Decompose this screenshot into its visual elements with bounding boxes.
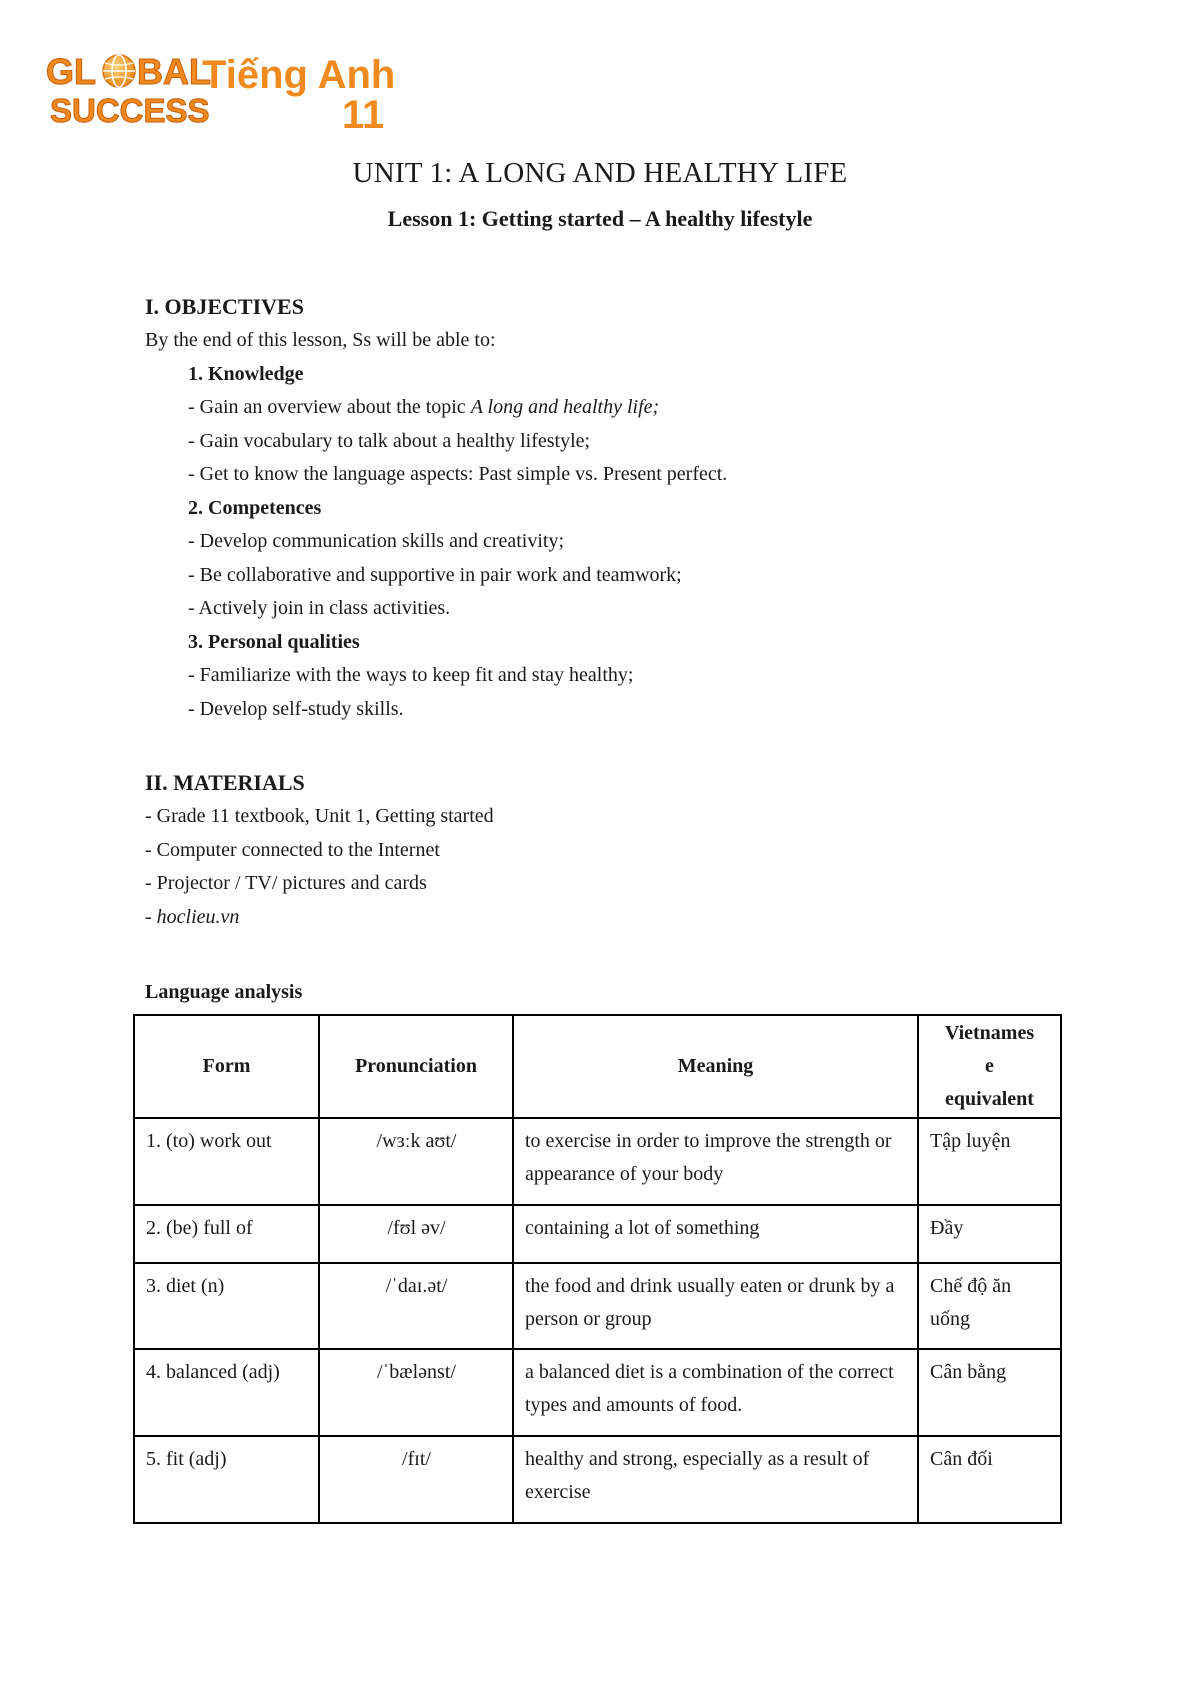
logo-gl-text: GL [46,51,96,92]
unit-title: UNIT 1: A LONG AND HEALTHY LIFE [352,157,848,189]
table-row [134,1205,1061,1263]
material-item: - Computer connected to the Internet [145,838,440,861]
vietnamese-cell: Đầy [918,1205,1061,1263]
lesson-title: Lesson 1: Getting started – A healthy lifestyle [387,206,813,231]
knowledge-item-text: - Gain an overview about the topic [188,396,471,418]
knowledge-item: - Gain vocabulary to talk about a healthy lifestyle; [188,429,591,452]
form-cell: 4. balanced (adj) [134,1349,319,1436]
pronunciation-header: Pronunciation [319,1015,513,1118]
hoclieu-link[interactable]: hoclieu.vn [156,905,240,928]
table-row [134,1118,1061,1205]
materials-section [145,766,1100,934]
language-analysis-title: Language analysis [145,981,303,1003]
form-cell: 5. fit (adj) [134,1436,319,1523]
knowledge-heading: 1. Knowledge [188,362,304,385]
vietnamese-header-line: e [985,1055,994,1077]
pronunciation-cell: /ˈbælənst/ [319,1349,513,1436]
vietnamese-header-line: Vietnames [944,1022,1035,1044]
material-item-prefix: - [145,905,157,928]
logo-graphic [44,44,424,134]
global-success-logo [44,44,424,134]
table-row [134,1263,1061,1349]
competence-item: - Develop communication skills and creativity; [188,530,565,552]
topic-name: A long and healthy life; [470,396,660,418]
materials-heading: II. MATERIALS [145,770,305,795]
meaning-cell: a balanced diet is a combination of the correct types and amounts of food. [513,1349,918,1436]
language-analysis-table [133,1014,1062,1524]
quality-item: - Familiarize with the ways to keep fit and stay healthy; [188,664,634,686]
meaning-cell: healthy and strong, especially as a result of exercise [513,1436,918,1523]
logo-bal-text: BAL [137,51,211,92]
vietnamese-cell: Tập luyện [918,1118,1061,1205]
qualities-heading: 3. Personal qualities [188,630,360,653]
vietnamese-header [918,1015,1061,1118]
material-item [145,901,1100,935]
meaning-cell: the food and drink usually eaten or drunk by a person or group [513,1263,918,1349]
objectives-heading: I. OBJECTIVES [145,294,304,319]
table-row [134,1349,1061,1436]
competence-item: - Actively join in class activities. [188,597,451,619]
vietnamese-cell: Cân đối [918,1436,1061,1523]
quality-item: - Develop self-study skills. [188,697,404,720]
form-header: Form [134,1015,319,1118]
globe-icon [103,55,135,87]
knowledge-item [145,391,1100,425]
pronunciation-cell: /fɪt/ [319,1436,513,1523]
competences-heading: 2. Competences [188,496,322,519]
form-cell: 3. diet (n) [134,1263,319,1349]
competence-item: - Be collaborative and supportive in pair work and teamwork; [188,563,682,586]
knowledge-item: - Get to know the language aspects: Past simple vs. Present perfect. [188,463,728,485]
objectives-section [145,290,1100,726]
meaning-cell: to exercise in order to improve the strength or appearance of your body [513,1118,918,1205]
form-cell: 1. (to) work out [134,1118,319,1205]
form-cell: 2. (be) full of [134,1205,319,1263]
vietnamese-cell: Cân bằng [918,1349,1061,1436]
meaning-cell: containing a lot of something [513,1205,918,1263]
logo-success-text: SUCCESS [50,92,210,129]
material-item: - Projector / TV/ pictures and cards [145,872,427,894]
material-item: - Grade 11 textbook, Unit 1, Getting started [145,805,494,827]
table-row [134,1436,1061,1523]
objectives-intro: By the end of this lesson, Ss will be able to: [145,329,496,351]
vietnamese-header-line: equivalent [945,1088,1034,1110]
logo-grade-text: 11 [342,93,385,134]
pronunciation-cell: /ˈdaɪ.ət/ [319,1263,513,1349]
pronunciation-cell: /fʊl əv/ [319,1205,513,1263]
meaning-header: Meaning [513,1015,918,1118]
vietnamese-cell: Chế độ ăn uống [918,1263,1061,1349]
logo-product-text: Tiếng Anh [202,53,396,97]
pronunciation-cell: /wɜːk aʊt/ [319,1118,513,1205]
table-header-row [134,1015,1061,1118]
